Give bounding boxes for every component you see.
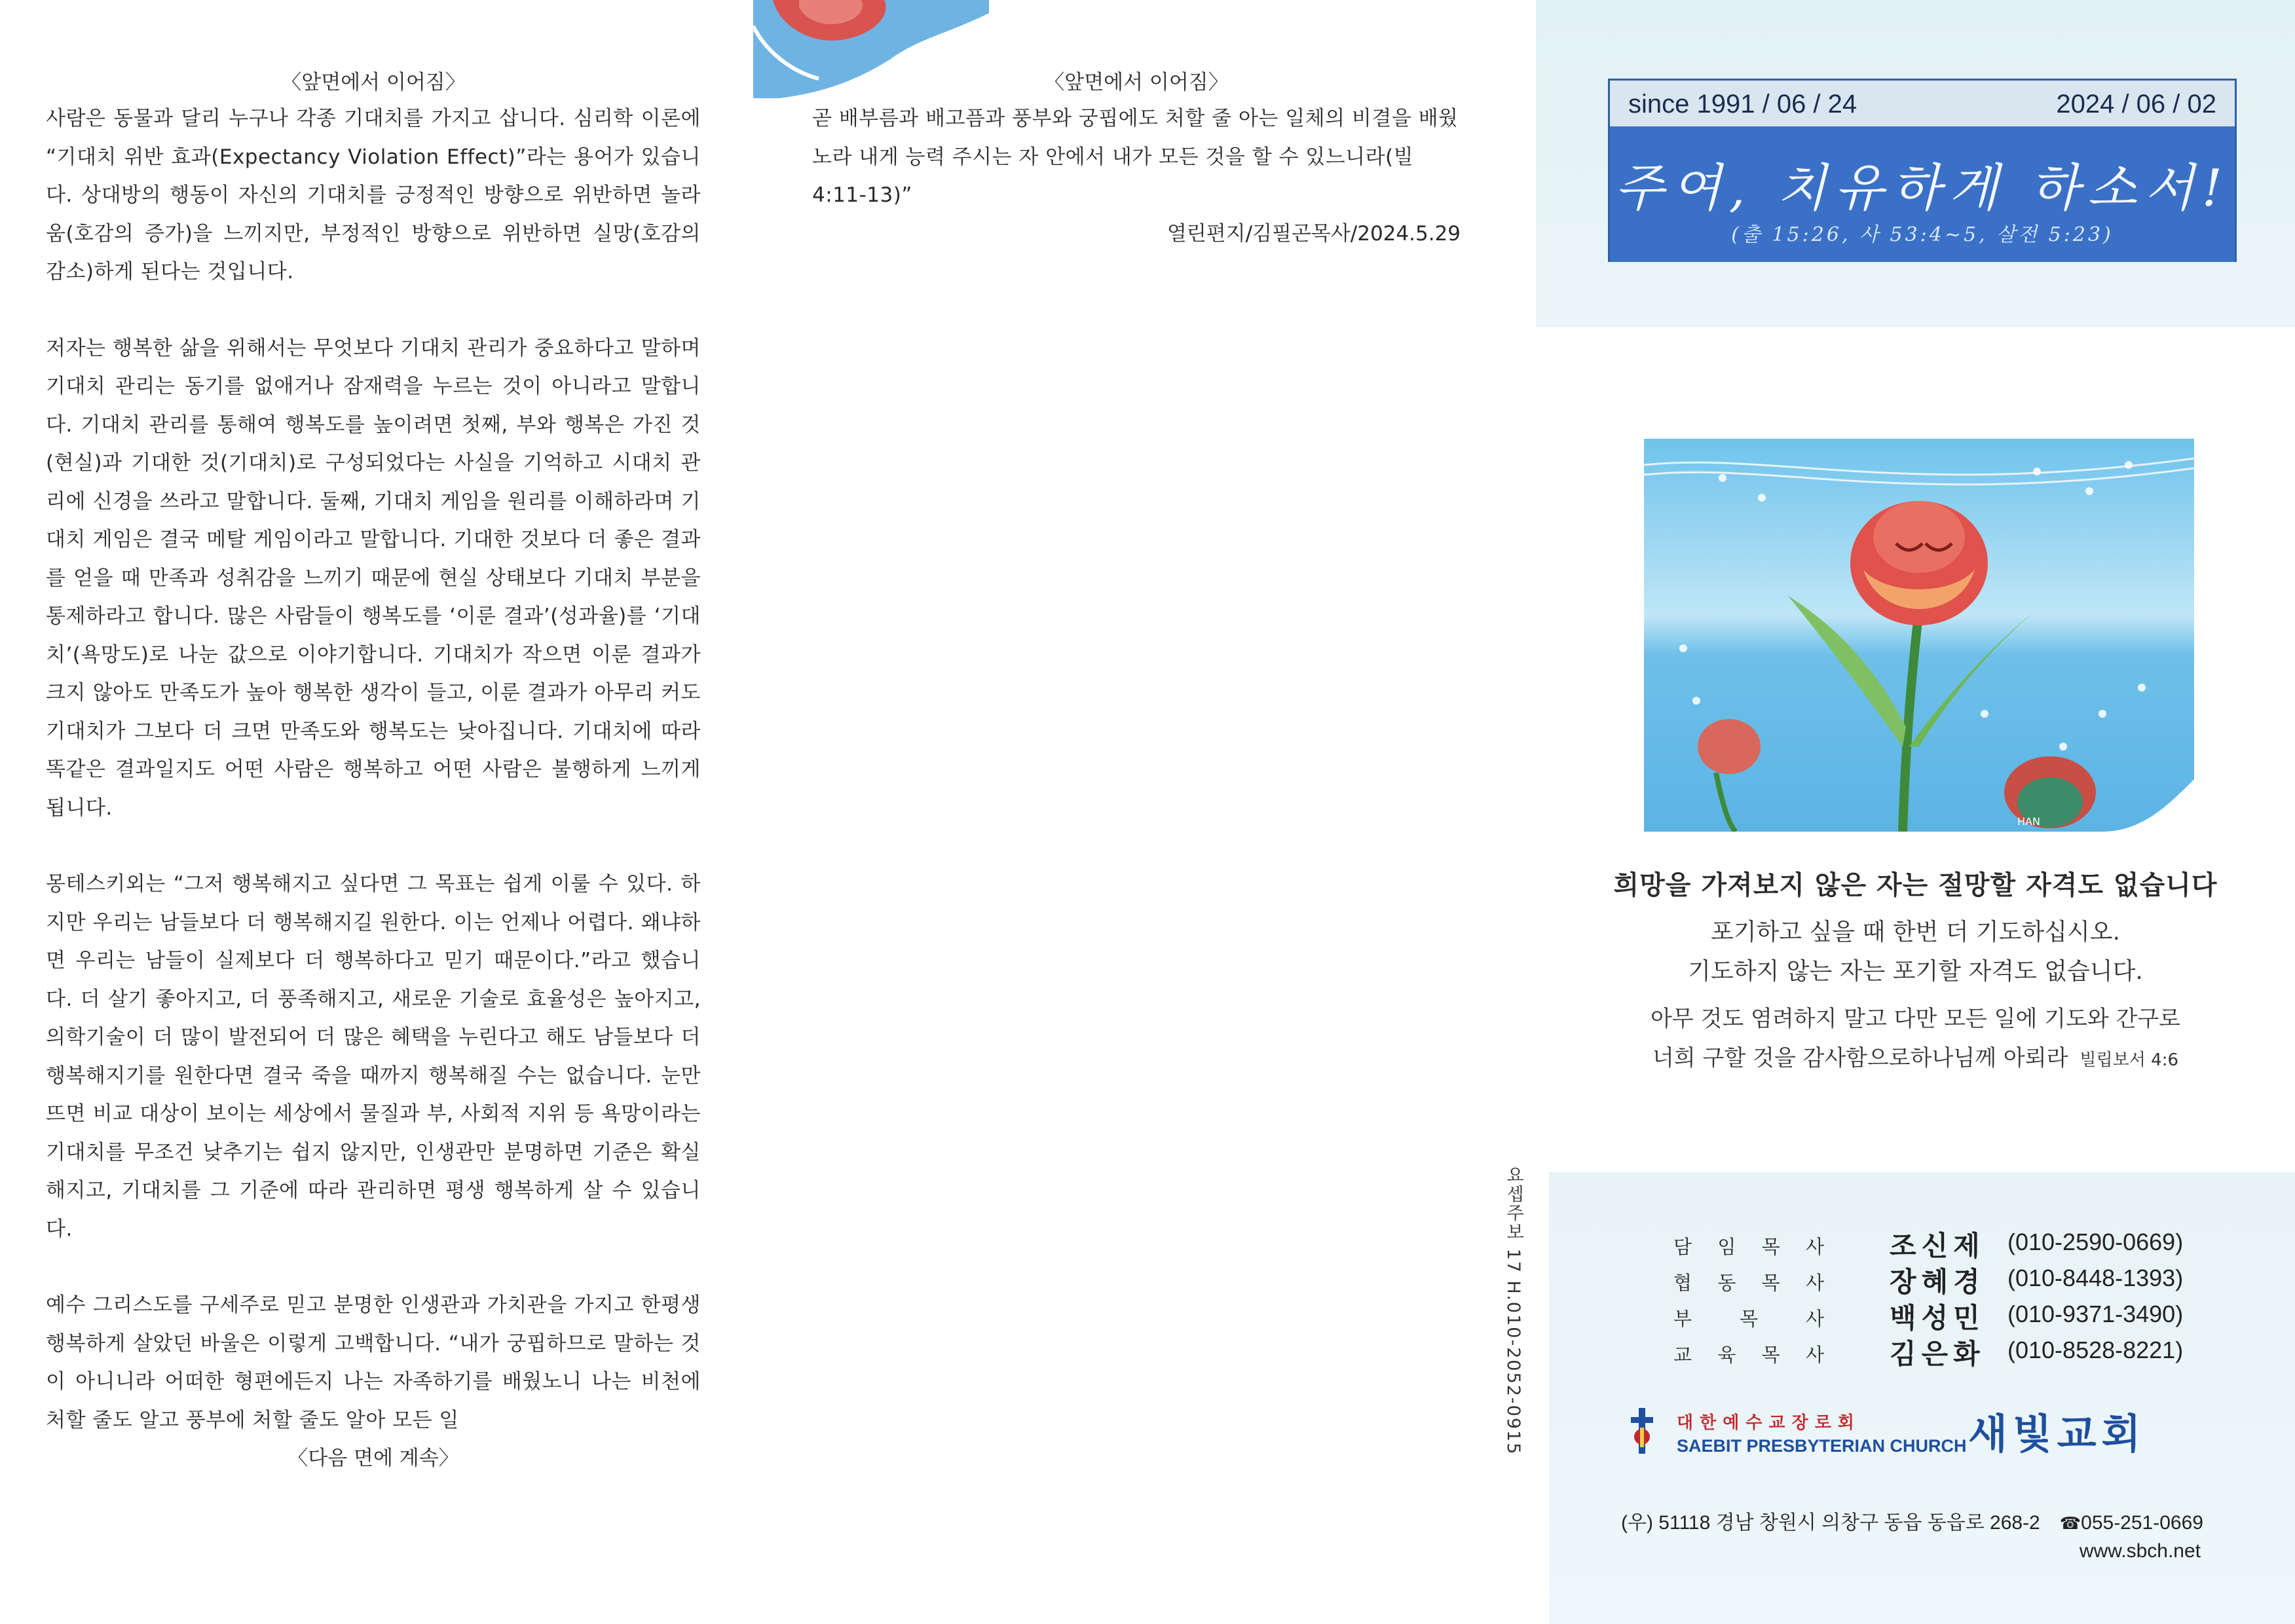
date-row: [1610, 81, 2235, 126]
church-logo-icon: [1631, 1408, 1653, 1454]
church-website: www.sbch.net: [2079, 1540, 2201, 1562]
article-paragraph: 예수 그리스도를 구세주로 믿고 분명한 인생관과 가치관을 가지고 한평생 행복하게 살았던 바울은 이렇게 고백합니다. “내가 궁핍하므로 말하는 것이 아니니라 어떠한 형편에든지 나는 자족하기를 배웠노니 나는 비천에 처할 줄도 알고 풍부에 처할 줄도 알아 모든 일: [46, 1293, 701, 1432]
staff-name: 백성민: [1890, 1302, 1985, 1334]
issue-date: 2024 / 06 / 02: [2056, 90, 2216, 119]
staff-title: 부 목 사: [1673, 1308, 1824, 1330]
denomination-english: SAEBIT PRESBYTERIAN CHURCH: [1677, 1436, 1967, 1456]
painting-signature: HAN: [2017, 815, 2040, 828]
staff-name: 김은화: [1890, 1338, 1985, 1370]
print-footer: 요셉주보 17 H.010-2052-0915: [1503, 1166, 1523, 1456]
staff-name: 조신제: [1890, 1230, 1985, 1262]
staff-phone: (010-8528-8221): [2007, 1337, 2184, 1363]
article-ending: 곧 배부름과 배고픔과 풍부와 궁핍에도 처할 줄 아는 일체의 비결을 배웠노라 내게 능력 주시는 자 안에서 내가 모든 것을 할 수 있느니라(빌4:11-13)”: [812, 107, 1459, 207]
article-signature: 열린편지/김필곤목사/2024.5.29: [1166, 221, 1461, 246]
denomination-korean: 대한예수교장로회: [1677, 1413, 1861, 1433]
verse-text: 너희 구할 것을 감사함으로하나님께 아뢰라: [1652, 1045, 2068, 1071]
staff-title: 협 동 목 사: [1673, 1272, 1824, 1294]
continued-next-note: 〈다음 면에 계속〉: [288, 1447, 459, 1470]
hope-title: 희망을 가져보지 않은 자는 절망할 자격도 없습니다: [1613, 870, 2218, 900]
continued-from-note: 〈앞면에서 이어짐〉: [281, 71, 466, 94]
staff-phone: (010-2590-0669): [2007, 1228, 2184, 1255]
flower-painting: [1644, 439, 2194, 832]
church-name: 새빛교회: [1968, 1410, 2146, 1458]
staff-phone: (010-8448-1393): [2007, 1264, 2184, 1291]
article-paragraph: 몽테스키외는 “그저 행복해지고 싶다면 그 목표는 쉽게 이룰 수 있다. 하지만 우리는 남들보다 더 행복해지길 원한다. 이는 언제나 어렵다. 왜냐하면 우리는 남들이 실제보다 더 행복하다고 믿기 때문이다.”라고 했습니다. 더 살기 좋아지고, 더 풍족해지고, 새로운 기술로 효율성은 높아지고, 의학기술이 더 많이 발전되어 더 많은 혜택을 누린다고 해도 남들보다 더 행복해지기를 원한다면 결국 죽을 때까지 행복해질 수는 없습니다. 눈만 뜨면 비교 대상이 보이는 세상에서 물질과 부, 사회적 지위 등 욕망이라는 기대치를 무조건 낮추기는 쉽지 않지만, 인생관만 분명하면 기준은 확실해지고, 기대치를 그 기준에 따라 관리하면 평생 행복하게 살 수 있습니다.: [46, 872, 701, 1241]
article-paragraph: 저자는 행복한 삶을 위해서는 무엇보다 기대치 관리가 중요하다고 말하며 기대치 관리는 동기를 없애거나 잠재력을 누르는 것이 아니라고 말합니다. 기대치 관리를 통해여 행복도를 높이려면 첫째, 부와 행복은 가진 것(현실)과 기대한 것(기대치)로 구성되었다는 사실을 기억하고 시대치 관리에 신경을 쓰라고 말합니다. 둘째, 기대치 게임을 원리를 이해하라며 기대치 게임은 결국 메탈 게임이라고 말합니다. 기대한 것보다 더 좋은 결과를 얻을 때 만족과 성취감을 느끼기 때문에 현실 상태보다 기대치 부분을 통제하라고 합니다. 많은 사람들이 행복도를 ‘이룬 결과’(성과율)를 ‘기대치’(욕망도)로 나눈 값으로 이야기합니다. 기대치가 작으면 이룬 결과가 크지 않아도 만족도가 높아 행복한 생각이 들고, 이룬 결과가 아무리 커도 기대치가 그보다 더 크면 만족도와 행복도는 낮아집니다. 기대치에 따라 똑같은 결과일지도 어떤 사람은 행복하고 어떤 사람은 불행하게 느끼게 됩니다.: [46, 336, 701, 820]
theme-references: (출 15:26, 사 53:4~5, 살전 5:23): [1731, 223, 2114, 246]
staff-phone: (010-9371-3490): [2007, 1301, 2184, 1327]
verse-line: [1536, 1040, 2295, 1079]
staff-name: 장혜경: [1890, 1266, 1985, 1298]
church-address: [1621, 1506, 2203, 1535]
church-phone: 055-251-0669: [2081, 1512, 2203, 1534]
continued-from-note: 〈앞면에서 이어짐〉: [1044, 71, 1229, 94]
middle-article-column: [812, 65, 1461, 253]
theme-band: [1610, 126, 2235, 262]
hope-line: 기도하지 않는 자는 포기할 자격도 없습니다.: [1688, 958, 2143, 985]
date-theme-box: [1608, 79, 2237, 262]
staff-title: 교 육 목 사: [1673, 1344, 1824, 1366]
verse-reference: 빌립보서 4:6: [2080, 1050, 2178, 1070]
address-text: (우) 51118 경남 창원시 의창구 동읍 동읍로 268-2: [1621, 1512, 2040, 1534]
phone-icon: ☎: [2059, 1513, 2081, 1533]
staff-title: 담 임 목 사: [1673, 1236, 1824, 1258]
article-paragraph: 사람은 동물과 달리 누구나 각종 기대치를 가지고 삽니다. 심리학 이론에 “기대치 위반 효과(Expectancy Violation Effect)”라는 용어가 있습니다. 상대방의 행동이 자신의 기대치를 긍정적인 방향으로 위반하면 놀라움(호감의 증가)을 느끼지만, 부정적인 방향으로 위반하면 실망(호감의 감소)하게 된다는 것입니다.: [46, 107, 701, 284]
theme-title: 주여, 치유하게 하소서!: [1614, 159, 2230, 218]
verse-line: 아무 것도 염려하지 말고 다만 모든 일에 기도와 간구로: [1650, 1006, 2181, 1032]
hope-line: 포기하고 싶을 때 한번 더 기도하십시오.: [1710, 919, 2121, 946]
left-article-column: [46, 65, 701, 1477]
since-date: since 1991 / 06 / 24: [1628, 90, 1857, 119]
